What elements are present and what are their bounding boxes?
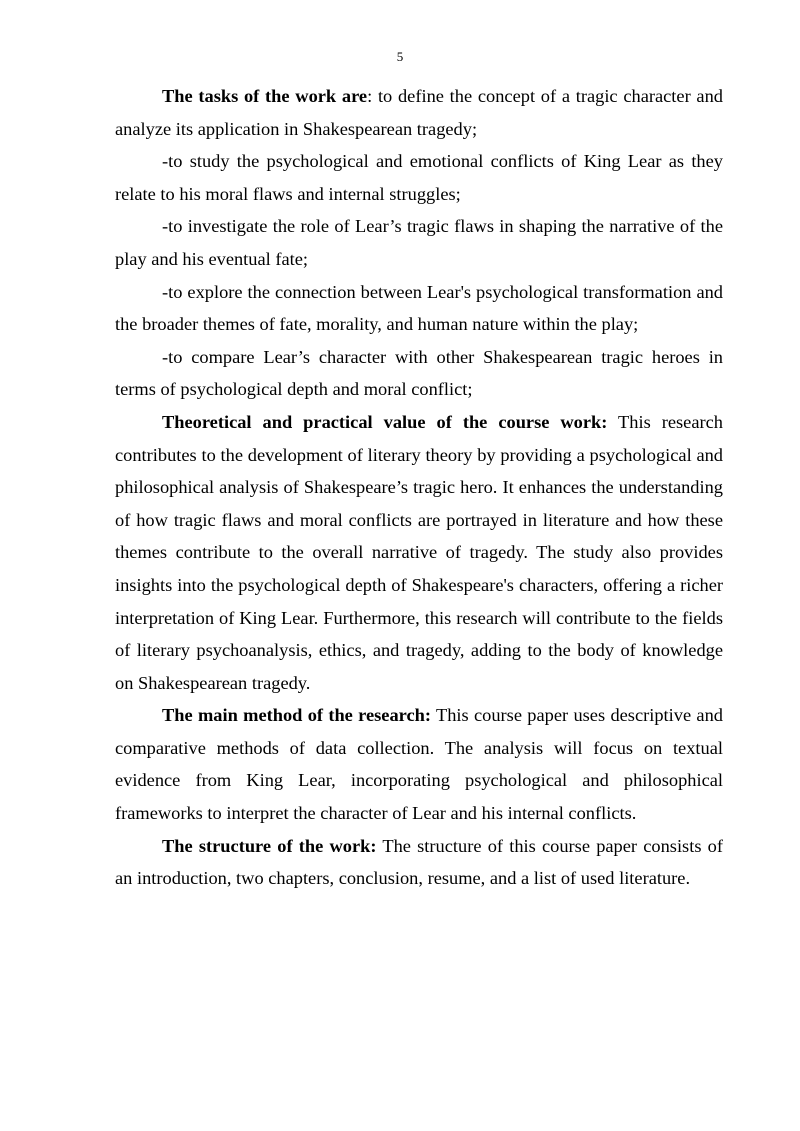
paragraph-task-item-3: -to explore the connection between Lear's psychological transformation and the broader themes of fate, morality, and human nature within the play; (115, 281, 723, 335)
paragraph-method (115, 699, 723, 829)
paragraph-structure (115, 830, 723, 895)
structure-text: The structure of this course paper consists of an introduction, two chapters, conclusion, resume, and a list of used literature. (115, 835, 723, 889)
paragraph-task-item-2: -to investigate the role of Lear’s tragic flaws in shaping the narrative of the play and his eventual fate; (115, 216, 723, 269)
tasks-text: : to define the concept of a tragic character and analyze its application in Shakespearean tragedy; (115, 86, 723, 139)
structure-heading: The structure of the work: (162, 835, 377, 856)
page-number: 5 (396, 49, 404, 64)
value-text: This research contributes to the development of literary theory by providing a psychological and philosophical analysis of Shakespeare’s tragic hero. It enhances the understanding of how tragic flaws and moral conflicts are portrayed in literature and how these themes contribute to the overall narrative of tragedy. The study also provides insights into the psychological depth of Shakespeare's characters, offering a richer interpretation of King Lear. Furthermore, this research will contribute to the fields of literary psychoanalysis, ethics, and tragedy, adding to the body of knowledge on Shakespearean tragedy. (115, 411, 723, 693)
value-heading: Theoretical and practical value of the course work: (162, 411, 608, 432)
page-body (115, 80, 723, 895)
paragraph-task-item-1: -to study the psychological and emotional conflicts of King Lear as they relate to his moral flaws and internal struggles; (115, 151, 723, 204)
method-heading: The main method of the research: (162, 705, 432, 726)
paragraph-task-item-4: -to compare Lear’s character with other Shakespearean tragic heroes in terms of psychological depth and moral conflict; (115, 346, 723, 400)
paragraph-tasks (115, 80, 723, 145)
method-text: This course paper uses descriptive and comparative methods of data collection. The analysis will focus on textual evidence from King Lear, incorporating psychological and philosophical frameworks to interpret the character of Lear and his internal conflicts. (115, 705, 723, 824)
tasks-heading: The tasks of the work are (162, 86, 368, 106)
paragraph-value (115, 406, 723, 699)
